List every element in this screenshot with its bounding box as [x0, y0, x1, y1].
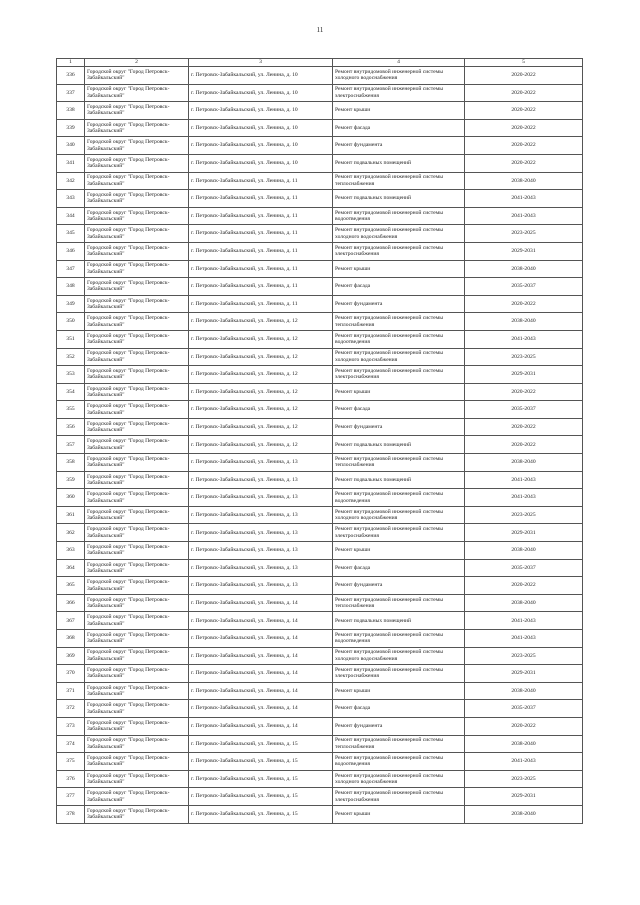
row-number: 356 [57, 418, 85, 436]
municipality-cell: Городской округ "Город Петровск-Забайкальский" [85, 700, 189, 718]
municipality-cell: Городской округ "Город Петровск-Забайкальский" [85, 348, 189, 366]
address-cell: г. Петровск-Забайкальский, ул. Ленина, д. 11 [189, 295, 333, 313]
table-row [57, 805, 583, 823]
work-type-cell: Ремонт фасада [333, 401, 465, 419]
address-cell: г. Петровск-Забайкальский, ул. Ленина, д. 11 [189, 278, 333, 296]
address-cell: г. Петровск-Забайкальский, ул. Ленина, д. 11 [189, 190, 333, 208]
table-row [57, 383, 583, 401]
table-row [57, 753, 583, 771]
row-number: 362 [57, 524, 85, 542]
address-cell: г. Петровск-Забайкальский, ул. Ленина, д. 10 [189, 154, 333, 172]
municipality-cell: Городской округ "Город Петровск-Забайкальский" [85, 102, 189, 120]
period-cell: 2020-2022 [465, 418, 583, 436]
address-cell: г. Петровск-Забайкальский, ул. Ленина, д. 13 [189, 471, 333, 489]
row-number: 350 [57, 313, 85, 331]
work-type-cell: Ремонт внутридомовой инженерной системы электроснабжения [333, 366, 465, 384]
address-cell: г. Петровск-Забайкальский, ул. Ленина, д. 15 [189, 788, 333, 806]
table-row [57, 207, 583, 225]
municipality-cell: Городской округ "Город Петровск-Забайкальский" [85, 418, 189, 436]
table-row [57, 154, 583, 172]
period-cell: 2020-2022 [465, 436, 583, 454]
row-number: 359 [57, 471, 85, 489]
table-row [57, 594, 583, 612]
address-cell: г. Петровск-Забайкальский, ул. Ленина, д. 11 [189, 225, 333, 243]
table-row [57, 225, 583, 243]
work-type-cell: Ремонт внутридомовой инженерной системы холодного водоснабжения [333, 348, 465, 366]
period-cell: 2020-2022 [465, 119, 583, 137]
work-type-cell: Ремонт внутридомовой инженерной системы электроснабжения [333, 524, 465, 542]
table-row [57, 172, 583, 190]
row-number: 361 [57, 506, 85, 524]
municipality-cell: Городской округ "Город Петровск-Забайкальский" [85, 366, 189, 384]
address-cell: г. Петровск-Забайкальский, ул. Ленина, д. 15 [189, 753, 333, 771]
row-number: 363 [57, 542, 85, 560]
work-type-cell: Ремонт фасада [333, 278, 465, 296]
page-number: 11 [316, 26, 324, 34]
table-row [57, 612, 583, 630]
address-cell: г. Петровск-Забайкальский, ул. Ленина, д. 14 [189, 665, 333, 683]
row-number: 373 [57, 717, 85, 735]
address-cell: г. Петровск-Забайкальский, ул. Ленина, д. 13 [189, 454, 333, 472]
table-row [57, 278, 583, 296]
municipality-cell: Городской округ "Город Петровск-Забайкальский" [85, 401, 189, 419]
address-cell: г. Петровск-Забайкальский, ул. Ленина, д. 12 [189, 401, 333, 419]
row-number: 354 [57, 383, 85, 401]
row-number: 367 [57, 612, 85, 630]
work-type-cell: Ремонт внутридомовой инженерной системы электроснабжения [333, 788, 465, 806]
work-type-cell: Ремонт внутридомовой инженерной системы водоотведения [333, 753, 465, 771]
row-number: 366 [57, 594, 85, 612]
row-number: 378 [57, 805, 85, 823]
table-row [57, 506, 583, 524]
municipality-cell: Городской округ "Город Петровск-Забайкальский" [85, 594, 189, 612]
period-cell: 2041-2043 [465, 190, 583, 208]
address-cell: г. Петровск-Забайкальский, ул. Ленина, д. 12 [189, 436, 333, 454]
work-type-cell: Ремонт крыши [333, 805, 465, 823]
row-number: 372 [57, 700, 85, 718]
work-type-cell: Ремонт подвальных помещений [333, 190, 465, 208]
municipality-cell: Городской округ "Город Петровск-Забайкальский" [85, 67, 189, 85]
work-type-cell: Ремонт внутридомовой инженерной системы водоотведения [333, 330, 465, 348]
table-row [57, 242, 583, 260]
period-cell: 2035-2037 [465, 278, 583, 296]
work-type-cell: Ремонт фасада [333, 119, 465, 137]
address-cell: г. Петровск-Забайкальский, ул. Ленина, д. 10 [189, 102, 333, 120]
row-number: 353 [57, 366, 85, 384]
municipality-cell: Городской округ "Город Петровск-Забайкальский" [85, 489, 189, 507]
municipality-cell: Городской округ "Город Петровск-Забайкальский" [85, 735, 189, 753]
table-row [57, 401, 583, 419]
row-number: 374 [57, 735, 85, 753]
table-row [57, 788, 583, 806]
period-cell: 2038-2040 [465, 805, 583, 823]
address-cell: г. Петровск-Забайкальский, ул. Ленина, д. 14 [189, 612, 333, 630]
table-row [57, 67, 583, 85]
period-cell: 2038-2040 [465, 313, 583, 331]
row-number: 357 [57, 436, 85, 454]
address-cell: г. Петровск-Забайкальский, ул. Ленина, д. 13 [189, 489, 333, 507]
table-row [57, 84, 583, 102]
period-cell: 2035-2037 [465, 559, 583, 577]
table-row [57, 647, 583, 665]
row-number: 348 [57, 278, 85, 296]
period-cell: 2038-2040 [465, 682, 583, 700]
address-cell: г. Петровск-Забайкальский, ул. Ленина, д. 13 [189, 506, 333, 524]
work-type-cell: Ремонт подвальных помещений [333, 154, 465, 172]
row-number: 342 [57, 172, 85, 190]
table-row [57, 418, 583, 436]
period-cell: 2038-2040 [465, 735, 583, 753]
municipality-cell: Городской округ "Город Петровск-Забайкальский" [85, 770, 189, 788]
address-cell: г. Петровск-Забайкальский, ул. Ленина, д. 14 [189, 594, 333, 612]
municipality-cell: Городской округ "Город Петровск-Забайкальский" [85, 154, 189, 172]
address-cell: г. Петровск-Забайкальский, ул. Ленина, д. 13 [189, 542, 333, 560]
work-type-cell: Ремонт внутридомовой инженерной системы теплоснабжения [333, 594, 465, 612]
table-row [57, 295, 583, 313]
table-row [57, 665, 583, 683]
address-cell: г. Петровск-Забайкальский, ул. Ленина, д. 12 [189, 348, 333, 366]
period-cell: 2035-2037 [465, 700, 583, 718]
period-cell: 2029-2031 [465, 524, 583, 542]
municipality-cell: Городской округ "Город Петровск-Забайкальский" [85, 225, 189, 243]
period-cell: 2041-2043 [465, 207, 583, 225]
table-row [57, 471, 583, 489]
row-number: 340 [57, 137, 85, 155]
address-cell: г. Петровск-Забайкальский, ул. Ленина, д. 11 [189, 242, 333, 260]
row-number: 344 [57, 207, 85, 225]
table-body [57, 67, 583, 824]
address-cell: г. Петровск-Забайкальский, ул. Ленина, д. 12 [189, 366, 333, 384]
row-number: 376 [57, 770, 85, 788]
row-number: 339 [57, 119, 85, 137]
address-cell: г. Петровск-Забайкальский, ул. Ленина, д. 10 [189, 84, 333, 102]
municipality-cell: Городской округ "Город Петровск-Забайкальский" [85, 313, 189, 331]
address-cell: г. Петровск-Забайкальский, ул. Ленина, д. 15 [189, 735, 333, 753]
municipality-cell: Городской округ "Город Петровск-Забайкальский" [85, 436, 189, 454]
period-cell: 2041-2043 [465, 753, 583, 771]
table-row [57, 190, 583, 208]
municipality-cell: Городской округ "Город Петровск-Забайкальский" [85, 172, 189, 190]
municipality-cell: Городской округ "Город Петровск-Забайкальский" [85, 682, 189, 700]
table-row [57, 542, 583, 560]
period-cell: 2029-2031 [465, 788, 583, 806]
period-cell: 2038-2040 [465, 594, 583, 612]
address-cell: г. Петровск-Забайкальский, ул. Ленина, д. 13 [189, 559, 333, 577]
work-type-cell: Ремонт подвальных помещений [333, 612, 465, 630]
row-number: 368 [57, 630, 85, 648]
address-cell: г. Петровск-Забайкальский, ул. Ленина, д. 14 [189, 700, 333, 718]
municipality-cell: Городской округ "Город Петровск-Забайкальский" [85, 788, 189, 806]
period-cell: 2020-2022 [465, 84, 583, 102]
municipality-cell: Городской округ "Город Петровск-Забайкальский" [85, 630, 189, 648]
work-type-cell: Ремонт фундамента [333, 418, 465, 436]
work-type-cell: Ремонт внутридомовой инженерной системы теплоснабжения [333, 735, 465, 753]
row-number: 349 [57, 295, 85, 313]
address-cell: г. Петровск-Забайкальский, ул. Ленина, д. 13 [189, 577, 333, 595]
address-cell: г. Петровск-Забайкальский, ул. Ленина, д. 14 [189, 647, 333, 665]
period-cell: 2035-2037 [465, 401, 583, 419]
table-row [57, 119, 583, 137]
table-row [57, 682, 583, 700]
row-number: 336 [57, 67, 85, 85]
period-cell: 2020-2022 [465, 137, 583, 155]
municipality-cell: Городской округ "Город Петровск-Забайкальский" [85, 330, 189, 348]
row-number: 375 [57, 753, 85, 771]
header-col-4: 4 [333, 59, 465, 67]
work-type-cell: Ремонт внутридомовой инженерной системы теплоснабжения [333, 313, 465, 331]
municipality-cell: Городской округ "Город Петровск-Забайкальский" [85, 295, 189, 313]
period-cell: 2029-2031 [465, 665, 583, 683]
table-row [57, 348, 583, 366]
period-cell: 2023-2025 [465, 506, 583, 524]
row-number: 338 [57, 102, 85, 120]
header-row [57, 59, 583, 67]
row-number: 364 [57, 559, 85, 577]
municipality-cell: Городской округ "Город Петровск-Забайкальский" [85, 612, 189, 630]
work-type-cell: Ремонт внутридомовой инженерной системы холодного водоснабжения [333, 225, 465, 243]
municipality-cell: Городской округ "Город Петровск-Забайкальский" [85, 119, 189, 137]
work-type-cell: Ремонт внутридомовой инженерной системы холодного водоснабжения [333, 770, 465, 788]
row-number: 351 [57, 330, 85, 348]
period-cell: 2029-2031 [465, 366, 583, 384]
table-row [57, 717, 583, 735]
table-row [57, 366, 583, 384]
work-type-cell: Ремонт фундамента [333, 577, 465, 595]
header-col-2: 2 [85, 59, 189, 67]
table-row [57, 436, 583, 454]
address-cell: г. Петровск-Забайкальский, ул. Ленина, д. 14 [189, 682, 333, 700]
work-type-cell: Ремонт внутридомовой инженерной системы холодного водоснабжения [333, 67, 465, 85]
work-type-cell: Ремонт внутридомовой инженерной системы теплоснабжения [333, 172, 465, 190]
row-number: 369 [57, 647, 85, 665]
work-type-cell: Ремонт внутридомовой инженерной системы водоотведения [333, 630, 465, 648]
municipality-cell: Городской округ "Город Петровск-Забайкальский" [85, 137, 189, 155]
period-cell: 2020-2022 [465, 102, 583, 120]
work-type-cell: Ремонт внутридомовой инженерной системы водоотведения [333, 489, 465, 507]
address-cell: г. Петровск-Забайкальский, ул. Ленина, д. 10 [189, 119, 333, 137]
work-type-cell: Ремонт крыши [333, 102, 465, 120]
period-cell: 2041-2043 [465, 471, 583, 489]
work-type-cell: Ремонт подвальных помещений [333, 436, 465, 454]
row-number: 371 [57, 682, 85, 700]
row-number: 377 [57, 788, 85, 806]
municipality-cell: Городской округ "Город Петровск-Забайкальский" [85, 242, 189, 260]
address-cell: г. Петровск-Забайкальский, ул. Ленина, д. 11 [189, 207, 333, 225]
row-number: 347 [57, 260, 85, 278]
work-type-cell: Ремонт внутридомовой инженерной системы холодного водоснабжения [333, 506, 465, 524]
table-row [57, 313, 583, 331]
row-number: 360 [57, 489, 85, 507]
municipality-cell: Городской округ "Город Петровск-Забайкальский" [85, 84, 189, 102]
work-type-cell: Ремонт внутридомовой инженерной системы электроснабжения [333, 665, 465, 683]
table-row [57, 489, 583, 507]
table-row [57, 630, 583, 648]
table-row [57, 700, 583, 718]
work-type-cell: Ремонт крыши [333, 383, 465, 401]
header-col-5: 5 [465, 59, 583, 67]
work-type-cell: Ремонт фасада [333, 559, 465, 577]
row-number: 341 [57, 154, 85, 172]
work-type-cell: Ремонт внутридомовой инженерной системы электроснабжения [333, 242, 465, 260]
period-cell: 2020-2022 [465, 717, 583, 735]
period-cell: 2041-2043 [465, 630, 583, 648]
period-cell: 2029-2031 [465, 242, 583, 260]
period-cell: 2023-2025 [465, 647, 583, 665]
table-row [57, 137, 583, 155]
registry-table [56, 58, 583, 824]
municipality-cell: Городской округ "Город Петровск-Забайкальский" [85, 559, 189, 577]
municipality-cell: Городской округ "Город Петровск-Забайкальский" [85, 207, 189, 225]
municipality-cell: Городской округ "Город Петровск-Забайкальский" [85, 454, 189, 472]
table-row [57, 524, 583, 542]
period-cell: 2038-2040 [465, 542, 583, 560]
period-cell: 2038-2040 [465, 260, 583, 278]
period-cell: 2020-2022 [465, 577, 583, 595]
address-cell: г. Петровск-Забайкальский, ул. Ленина, д. 11 [189, 172, 333, 190]
municipality-cell: Городской округ "Город Петровск-Забайкальский" [85, 542, 189, 560]
address-cell: г. Петровск-Забайкальский, ул. Ленина, д. 14 [189, 630, 333, 648]
table-row [57, 102, 583, 120]
municipality-cell: Городской округ "Город Петровск-Забайкальский" [85, 383, 189, 401]
period-cell: 2020-2022 [465, 383, 583, 401]
row-number: 345 [57, 225, 85, 243]
period-cell: 2041-2043 [465, 612, 583, 630]
header-col-1: 1 [57, 59, 85, 67]
address-cell: г. Петровск-Забайкальский, ул. Ленина, д. 12 [189, 418, 333, 436]
period-cell: 2038-2040 [465, 454, 583, 472]
row-number: 370 [57, 665, 85, 683]
table-row [57, 770, 583, 788]
address-cell: г. Петровск-Забайкальский, ул. Ленина, д. 12 [189, 330, 333, 348]
period-cell: 2023-2025 [465, 770, 583, 788]
work-type-cell: Ремонт фундамента [333, 137, 465, 155]
header-col-3: 3 [189, 59, 333, 67]
address-cell: г. Петровск-Забайкальский, ул. Ленина, д. 15 [189, 805, 333, 823]
municipality-cell: Городской округ "Город Петровск-Забайкальский" [85, 278, 189, 296]
table-row [57, 454, 583, 472]
work-type-cell: Ремонт крыши [333, 682, 465, 700]
municipality-cell: Городской округ "Город Петровск-Забайкальский" [85, 647, 189, 665]
period-cell: 2038-2040 [465, 172, 583, 190]
address-cell: г. Петровск-Забайкальский, ул. Ленина, д. 11 [189, 260, 333, 278]
work-type-cell: Ремонт фасада [333, 700, 465, 718]
row-number: 343 [57, 190, 85, 208]
table-row [57, 260, 583, 278]
address-cell: г. Петровск-Забайкальский, ул. Ленина, д. 13 [189, 524, 333, 542]
table-row [57, 577, 583, 595]
period-cell: 2023-2025 [465, 348, 583, 366]
period-cell: 2023-2025 [465, 225, 583, 243]
municipality-cell: Городской округ "Город Петровск-Забайкальский" [85, 524, 189, 542]
municipality-cell: Городской округ "Город Петровск-Забайкальский" [85, 805, 189, 823]
address-cell: г. Петровск-Забайкальский, ул. Ленина, д. 10 [189, 67, 333, 85]
row-number: 337 [57, 84, 85, 102]
address-cell: г. Петровск-Забайкальский, ул. Ленина, д. 14 [189, 717, 333, 735]
address-cell: г. Петровск-Забайкальский, ул. Ленина, д. 12 [189, 383, 333, 401]
municipality-cell: Городской округ "Город Петровск-Забайкальский" [85, 665, 189, 683]
municipality-cell: Городской округ "Город Петровск-Забайкальский" [85, 717, 189, 735]
municipality-cell: Городской округ "Город Петровск-Забайкальский" [85, 190, 189, 208]
row-number: 352 [57, 348, 85, 366]
work-type-cell: Ремонт внутридомовой инженерной системы электроснабжения [333, 84, 465, 102]
municipality-cell: Городской округ "Город Петровск-Забайкальский" [85, 260, 189, 278]
municipality-cell: Городской округ "Город Петровск-Забайкальский" [85, 471, 189, 489]
work-type-cell: Ремонт внутридомовой инженерной системы холодного водоснабжения [333, 647, 465, 665]
address-cell: г. Петровск-Забайкальский, ул. Ленина, д. 15 [189, 770, 333, 788]
work-type-cell: Ремонт фундамента [333, 717, 465, 735]
row-number: 358 [57, 454, 85, 472]
municipality-cell: Городской округ "Город Петровск-Забайкальский" [85, 577, 189, 595]
table-row [57, 559, 583, 577]
period-cell: 2041-2043 [465, 330, 583, 348]
municipality-cell: Городской округ "Город Петровск-Забайкальский" [85, 753, 189, 771]
period-cell: 2020-2022 [465, 67, 583, 85]
address-cell: г. Петровск-Забайкальский, ул. Ленина, д. 12 [189, 313, 333, 331]
work-type-cell: Ремонт внутридомовой инженерной системы теплоснабжения [333, 454, 465, 472]
table-row [57, 330, 583, 348]
work-type-cell: Ремонт подвальных помещений [333, 471, 465, 489]
row-number: 365 [57, 577, 85, 595]
work-type-cell: Ремонт фундамента [333, 295, 465, 313]
row-number: 355 [57, 401, 85, 419]
work-type-cell: Ремонт внутридомовой инженерной системы водоотведения [333, 207, 465, 225]
table-header [57, 59, 583, 67]
work-type-cell: Ремонт крыши [333, 260, 465, 278]
address-cell: г. Петровск-Забайкальский, ул. Ленина, д. 10 [189, 137, 333, 155]
period-cell: 2020-2022 [465, 154, 583, 172]
period-cell: 2020-2022 [465, 295, 583, 313]
period-cell: 2041-2043 [465, 489, 583, 507]
row-number: 346 [57, 242, 85, 260]
table-row [57, 735, 583, 753]
work-type-cell: Ремонт крыши [333, 542, 465, 560]
municipality-cell: Городской округ "Город Петровск-Забайкальский" [85, 506, 189, 524]
